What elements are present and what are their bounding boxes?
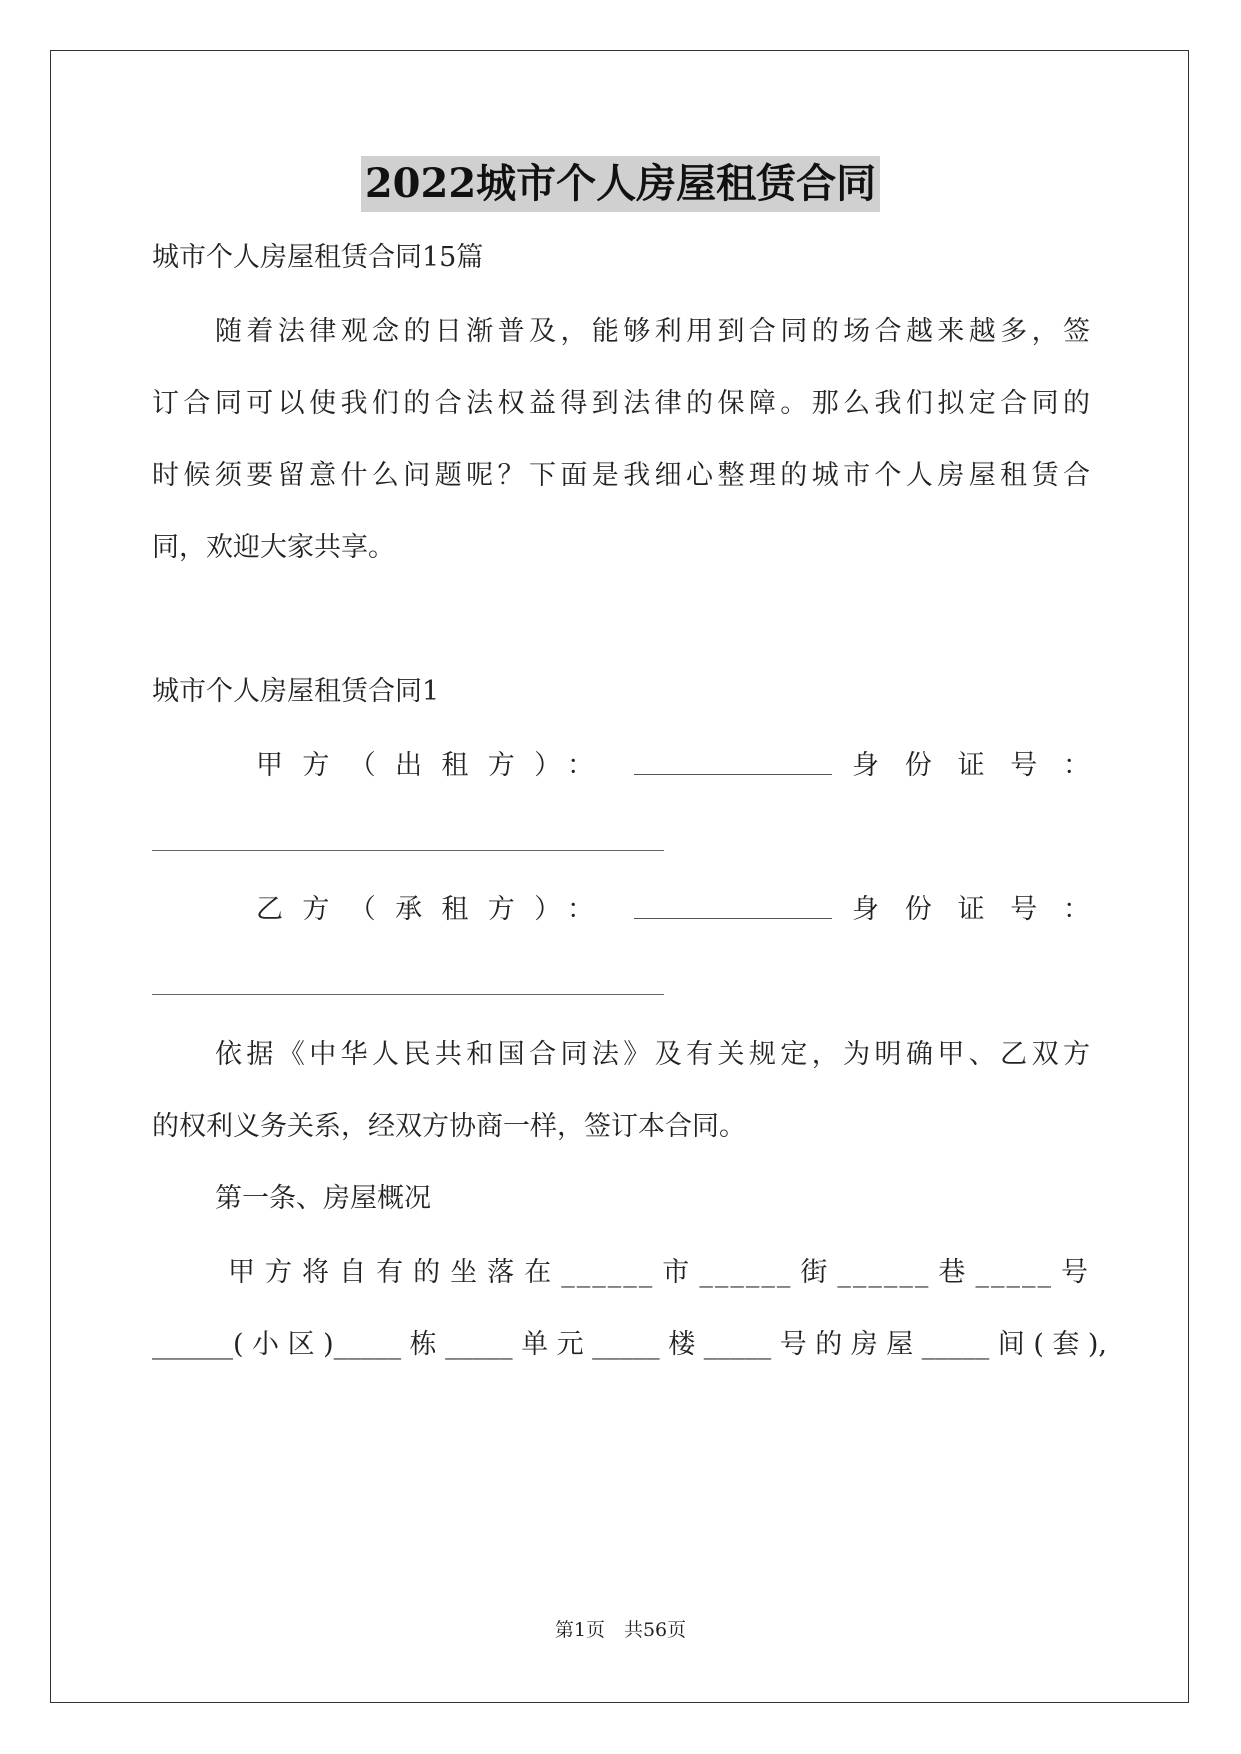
intro-line-2: 订合同可以使我们的合法权益得到法律的保障。那么我们拟定合同的 xyxy=(152,388,1090,419)
page-border xyxy=(50,50,1189,1703)
party-a-label: 甲方（出租方）： xyxy=(256,750,596,781)
section-heading: 城市个人房屋租赁合同1 xyxy=(152,676,440,707)
article-1-heading: 第一条、房屋概况 xyxy=(215,1183,431,1214)
document-title xyxy=(0,156,1241,212)
party-b-name-blank xyxy=(634,918,832,919)
party-b-label: 乙方（承租方）： xyxy=(256,894,596,925)
article-1-line-2: ______(小区)_____栋_____单元_____楼_____号的房屋_____间(套), xyxy=(152,1329,1107,1360)
page-footer: 第1页 共56页 xyxy=(554,1619,687,1641)
article-1-line-1: 甲方将自有的坐落在______市______街______巷_____号 xyxy=(228,1257,1090,1288)
party-b-id-label: 身份证号： xyxy=(852,894,1090,925)
party-b-id-blank xyxy=(152,994,664,995)
basis-line-2: 的权利义务关系，经双方协商一样，签订本合同。 xyxy=(152,1111,746,1142)
party-a-id-label: 身份证号： xyxy=(852,750,1090,781)
document-subtitle: 城市个人房屋租赁合同15篇 xyxy=(152,242,484,273)
party-a-row xyxy=(152,746,1090,786)
basis-line-1: 依据《中华人民共和国合同法》及有关规定，为明确甲、乙双方 xyxy=(215,1039,1090,1070)
intro-line-4: 同，欢迎大家共享。 xyxy=(152,532,395,563)
intro-line-1: 随着法律观念的日渐普及，能够利用到合同的场合越来越多，签 xyxy=(215,316,1090,347)
document-title-text: 2022城市个人房屋租赁合同 xyxy=(361,156,880,212)
party-a-name-blank xyxy=(634,774,832,775)
party-a-id-blank xyxy=(152,850,664,851)
party-b-row xyxy=(152,890,1090,930)
intro-line-3: 时候须要留意什么问题呢？下面是我细心整理的城市个人房屋租赁合 xyxy=(152,460,1090,491)
